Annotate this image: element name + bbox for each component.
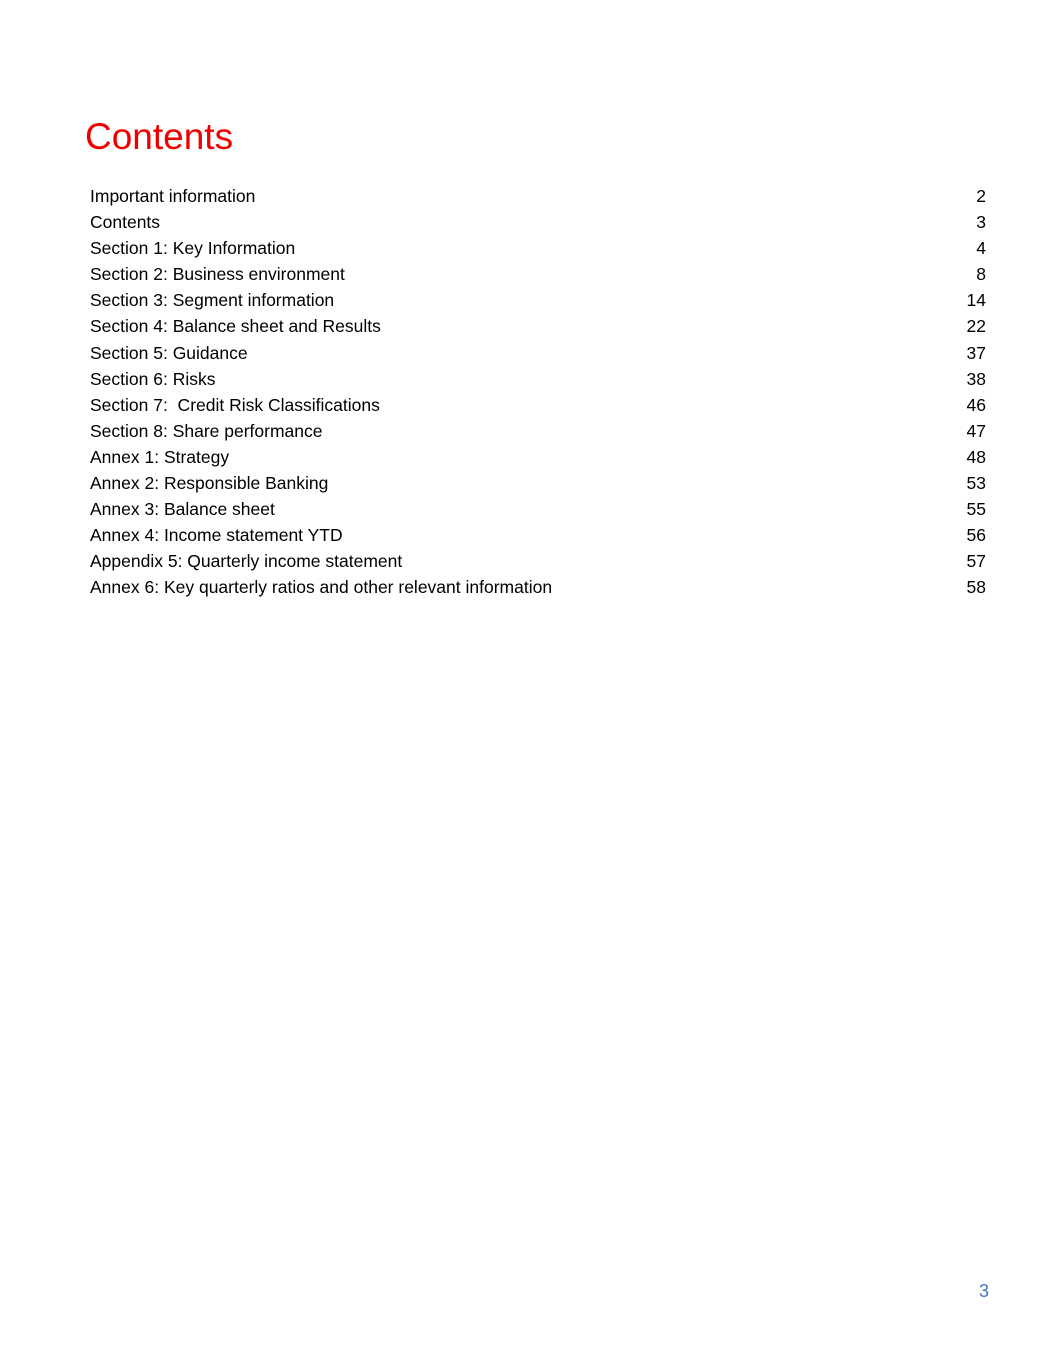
toc-entry-label: Annex 6: Key quarterly ratios and other relevant information bbox=[90, 577, 553, 598]
toc-entry[interactable] bbox=[90, 392, 986, 418]
toc-entry-page: 38 bbox=[966, 368, 986, 389]
table-of-contents bbox=[90, 183, 986, 601]
toc-entry-label: Annex 1: Strategy bbox=[90, 446, 230, 467]
toc-entry[interactable] bbox=[90, 496, 986, 522]
toc-entry-page: 4 bbox=[976, 238, 986, 259]
toc-entry[interactable] bbox=[90, 209, 986, 235]
toc-entry-page: 57 bbox=[966, 551, 986, 572]
toc-entry-label: Annex 4: Income statement YTD bbox=[90, 525, 343, 546]
toc-entry-label: Section 7: Credit Risk Classifications bbox=[90, 394, 380, 415]
toc-entry[interactable] bbox=[90, 574, 986, 600]
toc-entry[interactable] bbox=[90, 548, 986, 574]
toc-entry-page: 2 bbox=[976, 186, 986, 206]
page-title: Contents bbox=[85, 116, 234, 157]
toc-entry-label: Contents bbox=[90, 212, 161, 233]
toc-entry-page: 48 bbox=[966, 446, 986, 467]
toc-entry[interactable] bbox=[90, 470, 986, 496]
toc-entry-page: 14 bbox=[966, 290, 986, 311]
toc-entry-page: 56 bbox=[966, 525, 986, 546]
toc-entry[interactable] bbox=[90, 522, 986, 548]
toc-entry-label: Section 6: Risks bbox=[90, 368, 216, 389]
toc-entry-label: Important information bbox=[90, 186, 256, 206]
toc-entry-label: Section 1: Key Information bbox=[90, 238, 296, 259]
toc-entry-page: 47 bbox=[966, 420, 986, 441]
toc-entry-label: Annex 3: Balance sheet bbox=[90, 499, 275, 520]
toc-entry-page: 58 bbox=[966, 577, 986, 598]
toc-entry[interactable] bbox=[90, 235, 986, 261]
toc-entry-label: Section 2: Business environment bbox=[90, 264, 345, 285]
toc-entry[interactable] bbox=[90, 418, 986, 444]
toc-entry[interactable] bbox=[90, 366, 986, 392]
toc-entry[interactable] bbox=[90, 444, 986, 470]
toc-entry-label: Section 3: Segment information bbox=[90, 290, 335, 311]
toc-entry-page: 8 bbox=[976, 264, 986, 285]
toc-entry[interactable] bbox=[90, 340, 986, 366]
toc-entry-label: Section 5: Guidance bbox=[90, 342, 248, 363]
toc-entry-label: Section 8: Share performance bbox=[90, 420, 323, 441]
page-number: 3 bbox=[978, 1281, 989, 1301]
toc-entry[interactable] bbox=[90, 261, 986, 287]
toc-entry-page: 3 bbox=[976, 212, 986, 233]
toc-entry-page: 22 bbox=[966, 316, 986, 337]
toc-entry-page: 37 bbox=[966, 342, 986, 363]
toc-entry-page: 53 bbox=[966, 473, 986, 494]
toc-entry[interactable] bbox=[90, 183, 986, 209]
toc-entry[interactable] bbox=[90, 287, 986, 313]
toc-entry-label: Annex 2: Responsible Banking bbox=[90, 473, 329, 494]
toc-entry[interactable] bbox=[90, 313, 986, 339]
toc-entry-page: 55 bbox=[966, 499, 986, 520]
toc-entry-page: 46 bbox=[966, 394, 986, 415]
toc-entry-label: Section 4: Balance sheet and Results bbox=[90, 316, 381, 337]
toc-entry-label: Appendix 5: Quarterly income statement bbox=[90, 551, 403, 572]
